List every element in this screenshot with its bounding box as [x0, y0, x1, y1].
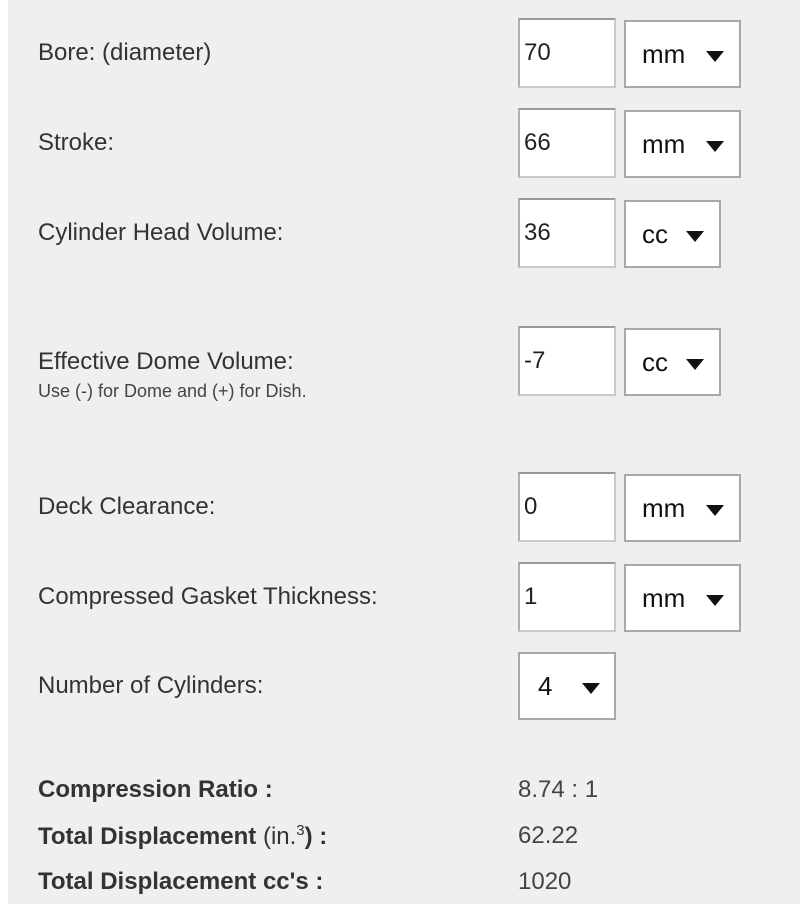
stroke-label: Stroke: — [38, 129, 115, 156]
deck-clearance-input[interactable] — [518, 472, 616, 542]
stroke-input[interactable] — [518, 108, 616, 178]
dome-volume-unit-select[interactable] — [624, 328, 721, 396]
caret-down-icon — [706, 505, 724, 516]
gasket-thickness-input[interactable] — [518, 562, 616, 632]
deck-clearance-unit-select[interactable] — [624, 474, 741, 542]
displacement-cc-label-bold: Total Displacement — [38, 868, 257, 895]
bore-unit-select[interactable] — [624, 20, 741, 88]
displacement-in3-value: 62.22 — [518, 822, 579, 849]
stroke-unit-select[interactable] — [624, 110, 741, 178]
gasket-thickness-label: Compressed Gasket Thickness: — [38, 583, 378, 610]
head-volume-unit-value: cc — [642, 219, 668, 249]
gasket-thickness-unit-value: mm — [642, 583, 686, 613]
displacement-cc-unit: cc's : — [262, 868, 324, 895]
head-volume-label: Cylinder Head Volume: — [38, 219, 284, 246]
bore-input[interactable] — [518, 18, 616, 88]
caret-down-icon — [686, 359, 704, 370]
compression-ratio-label-text: Compression Ratio : — [38, 776, 273, 803]
caret-down-icon — [582, 683, 600, 694]
dome-volume-label: Effective Dome Volume: — [38, 348, 294, 375]
bore-label: Bore: (diameter) — [38, 39, 212, 66]
caret-down-icon — [706, 141, 724, 152]
displacement-in3-unit: (in. — [262, 823, 297, 850]
cylinders-label: Number of Cylinders: — [38, 672, 264, 699]
compression-ratio-value: 8.74 : 1 — [518, 776, 599, 803]
dome-volume-note: Use (-) for Dome and (+) for Dish. — [38, 381, 307, 401]
displacement-cc-value: 1020 — [518, 868, 572, 895]
dome-volume-input[interactable] — [518, 326, 616, 396]
displacement-cc-label — [38, 868, 323, 896]
calculator-panel — [8, 0, 800, 904]
head-volume-unit-select[interactable] — [624, 200, 721, 268]
head-volume-input[interactable] — [518, 198, 616, 268]
compression-ratio-label — [38, 776, 273, 804]
dome-volume-unit-value: cc — [642, 347, 668, 377]
gasket-thickness-unit-select[interactable] — [624, 564, 741, 632]
displacement-in3-tail: ) : — [304, 823, 328, 850]
caret-down-icon — [706, 51, 724, 62]
displacement-in3-sup: 3 — [296, 822, 305, 839]
displacement-in3-label — [38, 822, 327, 851]
bore-unit-value: mm — [642, 39, 686, 69]
displacement-in3-label-bold: Total Displacement — [38, 823, 257, 850]
cylinders-value: 4 — [538, 671, 553, 701]
stroke-unit-value: mm — [642, 129, 686, 159]
caret-down-icon — [686, 231, 704, 242]
deck-clearance-label: Deck Clearance: — [38, 493, 216, 520]
cylinders-select[interactable] — [518, 652, 616, 720]
deck-clearance-unit-value: mm — [642, 493, 686, 523]
caret-down-icon — [706, 595, 724, 606]
